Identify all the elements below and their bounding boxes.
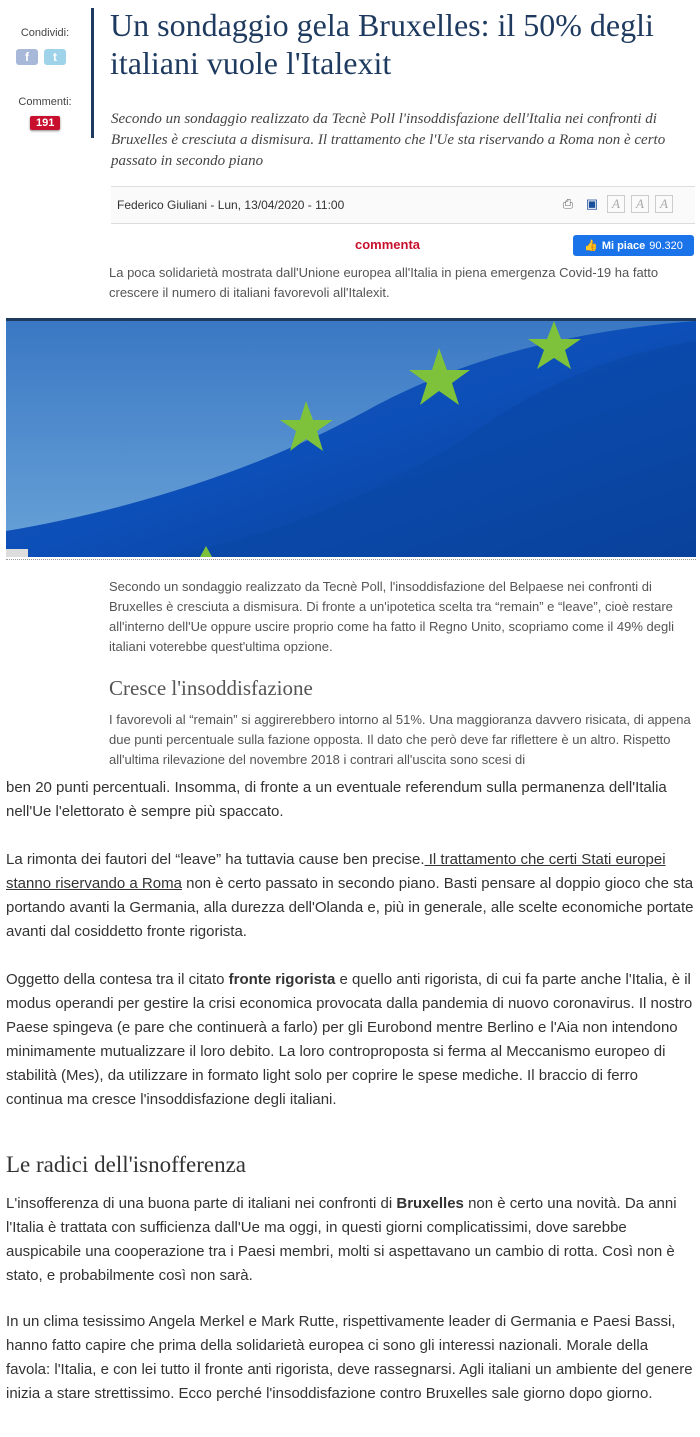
article-inline-link[interactable]: Il trattamento che certi Stati europei stanno riservando a Roma xyxy=(6,851,666,892)
article-lead: La poca solidarietà mostrata dall'Unione europea all'Italia in piena emergenza Covid-19 ha fatto crescere il numero di italiani favorevoli all'Italexit. xyxy=(109,265,659,300)
paragraph-5-b: e quello anti rigorista, di cui fa parte anche l'Italia, è il modus operandi per gestire la crisi economica provocata dalla pandemia di nuovo coronavirus. Il nostro Paese spingeva (e pare che continuerà a farlo) per gli Eurobond mentre Berlino e l'Aia non intendono minimamente mutualizzare il loro debito. La loro controproposta si ferma al Meccanismo europeo di stabilità (Mes), da utilizzare in formato light solo per coprire le spese mediche. Il braccio di ferro continua ma cresce l'insoddisfazione degli italiani. xyxy=(6,971,693,1108)
paragraph-2-container xyxy=(109,710,695,766)
comments-label: Commenti: xyxy=(18,96,72,108)
paragraph-3: ben 20 punti percentuali. Insomma, di fronte a un eventuale referendum sulla permanenza dell'Italia nell'Ue l'elettorato è sempre più spaccato. xyxy=(6,779,667,820)
article-title: Un sondaggio gela Bruxelles: il 50% degli italiani vuole l'Italexit xyxy=(110,7,654,81)
hero-image-eu-flag xyxy=(6,318,696,557)
paragraph-1: Secondo un sondaggio realizzato da Tecnè Poll, l'insoddisfazione del Belpaese nei confronti di Bruxelles è cresciuta a dismisura. Di fronte a un'ipotetica scelta tra “remain” e “leave”, cioè restare all'interno dell'Ue oppure uscire proprio come ha fatto il Regno Unito, scopriamo come il 49% degli italiani voterebbe quest'ultima opzione. xyxy=(109,579,674,654)
share-label: Condividi: xyxy=(20,27,70,39)
article-subtitle: Secondo un sondaggio realizzato da Tecnè Poll l'insoddisfazione dell'Italia nei confronti di Bruxelles è cresciuta a dismisura. Il trattamento che l'Ue sta riservando a Roma non è certo passato in secondo piano xyxy=(111,111,666,169)
paragraph-4-b: non è certo passato in secondo piano. Basti pensare al doppio gioco che sta portando avanti la Germania, alla durezza dell'Olanda e, più in generale, alle scelte economiche portate avanti dal cosiddetto fronte rigorista. xyxy=(6,875,694,940)
paragraph-5 xyxy=(6,968,696,1112)
share-icons xyxy=(16,49,66,65)
paragraph-6-bold: Bruxelles xyxy=(396,1195,464,1212)
article-tools xyxy=(559,195,673,213)
paragraph-4 xyxy=(6,848,696,944)
facebook-icon[interactable]: f xyxy=(16,49,38,65)
comments-count-badge[interactable]: 191 xyxy=(30,116,60,130)
like-label: Mi piace xyxy=(601,239,646,252)
paragraph-2: I favorevoli al “remain” si aggirerebbero intorno al 51%. Una maggioranza davvero risicata, di appena due punti percentuale sulla fazione opposta. Il dato che però deve far riflettere è un altro. Rispetto all'ultima rilevazione del novembre 2018 i contrari all'uscita sono scesi di xyxy=(109,712,691,766)
paragraph-6 xyxy=(6,1192,696,1288)
heading-radici: Le radici dell'isnofferenza xyxy=(6,1152,246,1177)
floppy-icon[interactable]: ▣ xyxy=(585,196,599,211)
facebook-like-button[interactable] xyxy=(573,235,694,256)
paragraph-7: In un clima tesissimo Angela Merkel e Mark Rutte, rispettivamente leader di Germania e Paesi Bassi, hanno fatto capire che prima della solidarietà europea ci sono gli interessi nazionali. Morale della favola: l'Italia, e con lei tutto il fronte anti rigorista, deve rassegnarsi. Agli italiani un ambiente del genere inizia a stare strettissimo. Ecco perché l'insoddisfazione contro Bruxelles sale giorno dopo giorno. xyxy=(6,1313,693,1402)
paragraph-6-a: L'insofferenza di una buona parte di italiani nei confronti di xyxy=(6,1195,397,1212)
thumbs-up-icon: 👍 xyxy=(584,240,598,252)
eu-flag-illustration xyxy=(6,321,696,557)
comment-link[interactable]: commenta xyxy=(355,237,421,252)
title-divider xyxy=(91,8,94,138)
article-meta-bar xyxy=(111,186,695,224)
paragraph-5-a: Oggetto della contesa tra il citato xyxy=(6,971,229,988)
twitter-icon[interactable]: t xyxy=(44,49,66,65)
like-count: 90.320 xyxy=(649,239,683,252)
font-size-small-button[interactable]: A xyxy=(607,195,625,213)
font-size-large-button[interactable]: A xyxy=(655,195,673,213)
byline: Federico Giuliani - Lun, 13/04/2020 - 11:00 xyxy=(117,198,345,212)
printer-icon[interactable]: ⎙ xyxy=(562,196,574,211)
paragraph-6-b: non è certo una novità. Da anni l'Italia è trattata con sufficienza dall'Ue ma oggi, in questi giorni complicatissimi, dove sarebbe auspicabile una cooperazione tra i Paesi membri, molti si aspettavano un cambio di rotta. Così non è stato, e probabilmente così non sarà. xyxy=(6,1195,677,1284)
paragraph-4-a: La rimonta dei fautori del “leave” ha tuttavia cause ben precise. xyxy=(6,851,425,868)
paragraph-5-bold: fronte rigorista xyxy=(228,971,336,988)
font-size-medium-button[interactable]: A xyxy=(631,195,649,213)
heading-cresce: Cresce l'insoddisfazione xyxy=(109,676,313,700)
image-divider xyxy=(6,559,696,560)
